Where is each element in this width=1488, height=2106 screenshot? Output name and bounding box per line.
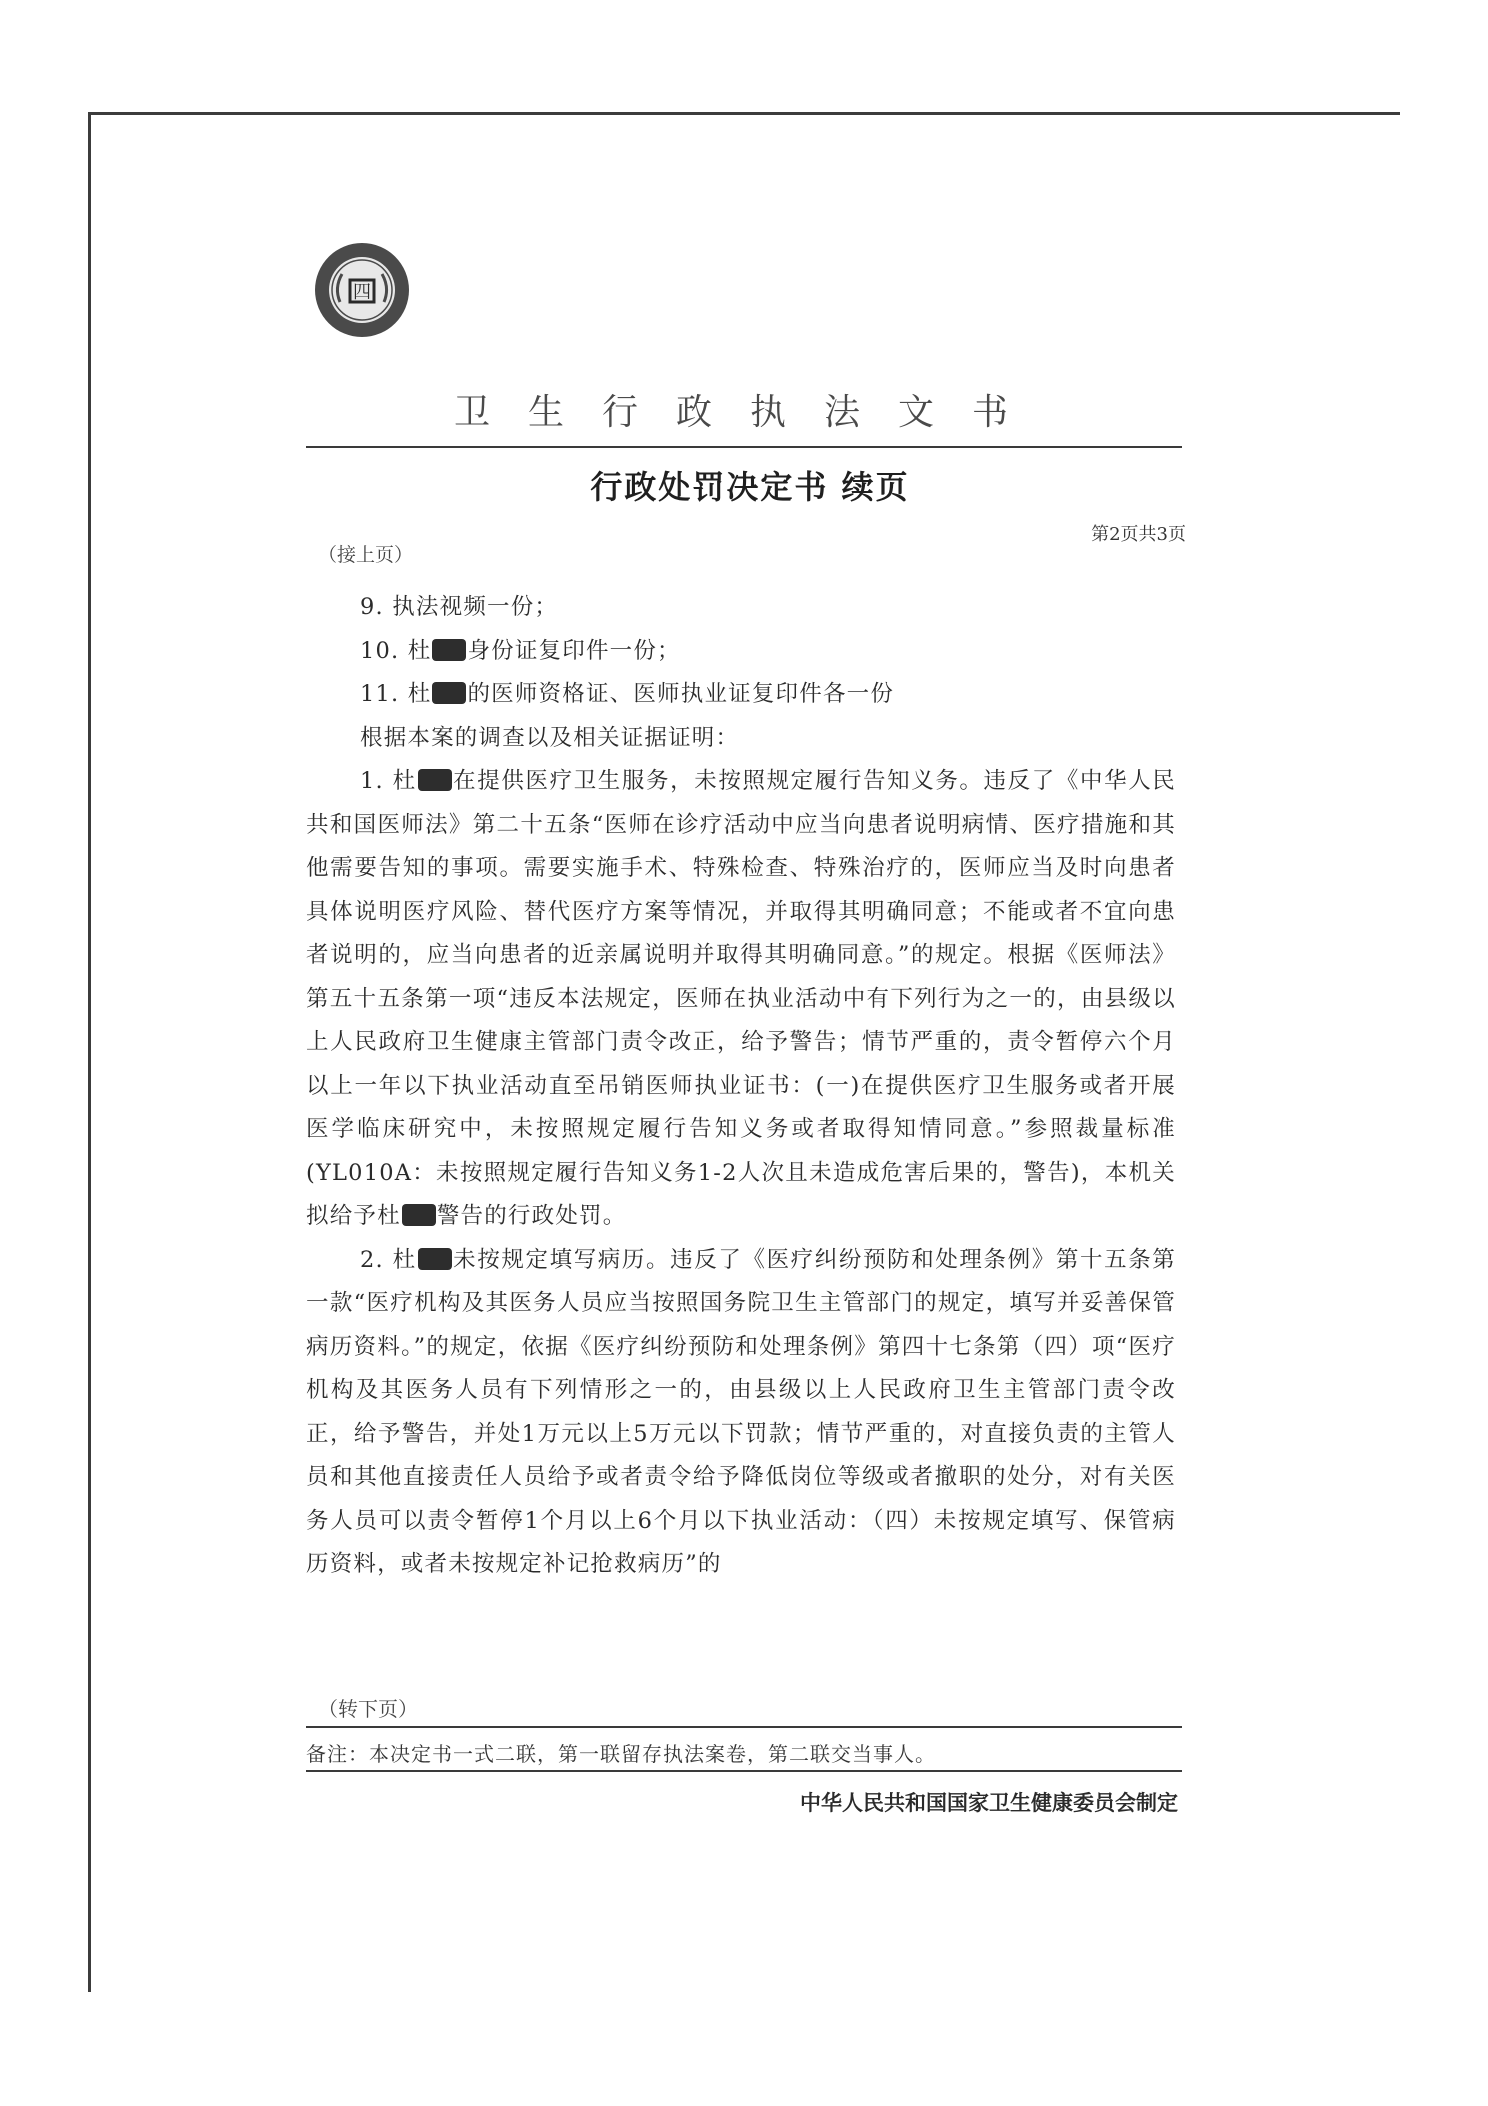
redaction-mark <box>432 639 466 661</box>
footer-remark: 备注：本决定书一式二联，第一联留存执法案卷，第二联交当事人。 <box>306 1742 936 1766</box>
finding-1-text: 在提供医疗卫生服务，未按照规定履行告知义务。违反了《中华人民共和国医师法》第二十五条“医师在诊疗活动中应当向患者说明病情、医疗措施和其他需要告知的事项。需要实施手术、特殊检查、特殊治疗的，医师应当及时向患者具体说明医疗风险、替代医疗方案等情况，并取得其明确同意；不能或者不宜向患者说明的，应当向患者的近亲属说明并取得其明确同意。”的规定。根据《医师法》第五十五条第一项“违反本法规定，医师在执业活动中有下列行为之一的，由县级以上人民政府卫生健康主管部门责令改正，给予警告；情节严重的，责令暂停六个月以上一年以下执业活动直至吊销医师执业证书：(一)在提供医疗卫生服务或者开展医学临床研究中，未按照规定履行告知义务或者取得知情同意。”参照裁量标准(YL010A：未按照规定履行告知义务1-2人次且未造成危害后果的，警告)，本机关拟给予杜 <box>306 768 1176 1229</box>
evidence-item-11-suffix: 的医师资格证、医师执业证复印件各一份 <box>467 681 895 707</box>
continued-from-label: （接上页） <box>318 544 414 566</box>
redaction-mark <box>432 682 466 704</box>
finding-2-text: 未按规定填写病历。违反了《医疗纠纷预防和处理条例》第十五条第一款“医疗机构及其医务人员应当按照国务院卫生主管部门的规定，填写并妥善保管病历资料。”的规定，依据《医疗纠纷预防和处理条例》第四十七条第（四）项“医疗机构及其医务人员有下列情形之一的，由县级以上人民政府卫生主管部门责令改正，给予警告，并处1万元以上5万元以下罚款；情节严重的，对直接负责的主管人员和其他直接责任人员给予或者责令给予降低岗位等级或者撤职的处分，对有关医务人员可以责令暂停1个月以上6个月以下执业活动：（四）未按规定填写、保管病历资料，或者未按规定补记抢救病历”的 <box>306 1246 1176 1577</box>
page-number: 第2页共3页 <box>1091 524 1186 545</box>
evidence-item-9: 9. 执法视频一份； <box>360 594 559 620</box>
footer-divider-bottom <box>306 1770 1182 1772</box>
continued-to-label: （转下页） <box>318 1697 418 1721</box>
finding-1 <box>306 760 1176 1239</box>
emblem-glyph: 四 <box>353 282 371 303</box>
evidence-item-10-prefix: 10. 杜 <box>360 637 432 664</box>
finding-2 <box>306 1239 1176 1587</box>
header-title: 卫生行政执法文书 <box>453 392 1046 433</box>
evidence-item-10 <box>306 630 1176 674</box>
header-divider <box>306 446 1182 448</box>
footer-divider-top <box>306 1726 1182 1728</box>
redaction-mark <box>418 769 452 791</box>
finding-1-prefix: 1. 杜 <box>360 768 417 794</box>
scan-border-top <box>88 112 1400 115</box>
finding-1-suffix: 警告的行政处罚。 <box>436 1203 627 1229</box>
issuer-label: 中华人民共和国国家卫生健康委员会制定 <box>800 1791 1178 1815</box>
redaction-mark <box>418 1248 452 1270</box>
evidence-item-11 <box>306 673 1176 717</box>
emblem-seal-icon <box>312 240 412 340</box>
evidence-intro: 根据本案的调查以及相关证据证明： <box>360 724 740 751</box>
document-title: 行政处罚决定书 续页 <box>590 468 910 506</box>
scan-border-left <box>88 112 91 1992</box>
evidence-item-11-prefix: 11. 杜 <box>360 681 432 707</box>
finding-2-prefix: 2. 杜 <box>360 1246 417 1273</box>
redaction-mark <box>402 1204 436 1226</box>
evidence-item-10-suffix: 身份证复印件一份； <box>467 637 681 664</box>
document-body <box>306 586 1176 1587</box>
